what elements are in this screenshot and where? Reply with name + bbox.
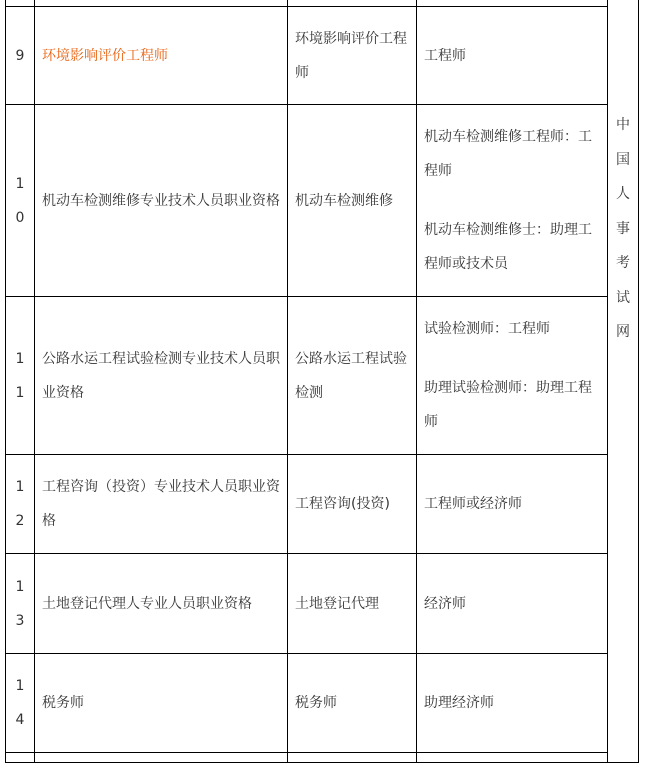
qualification-category: 工程咨询(投资): [288, 455, 417, 554]
qualification-category: 土地登记代理: [288, 554, 417, 654]
table-row: [6, 7, 639, 105]
side-label: [608, 0, 639, 763]
table-cell: [417, 753, 608, 763]
title-level: 工程师: [417, 7, 608, 105]
qualification-category: 公路水运工程试验检测: [288, 297, 417, 455]
qualification-category: 环境影响评价工程师: [288, 7, 417, 105]
qualification-table: [5, 0, 639, 763]
qualification-name: 机动车检测维修专业技术人员职业资格: [35, 105, 288, 297]
title-level: 助理经济师: [417, 654, 608, 753]
table-row: [6, 297, 639, 455]
table-row: [6, 654, 639, 753]
title-level: 经济师: [417, 554, 608, 654]
qualification-name: 工程咨询（投资）专业技术人员职业资格: [35, 455, 288, 554]
title-level: 机动车检测维修工程师：工程师 机动车检测维修士：助理工程师或技术员: [417, 105, 608, 297]
title-level: 工程师或经济师: [417, 455, 608, 554]
table-cell: [35, 753, 288, 763]
table-cell: [288, 753, 417, 763]
table-row: [6, 455, 639, 554]
table-row: [6, 554, 639, 654]
side-label-char: 网: [616, 324, 630, 340]
row-number: 1 1: [6, 297, 35, 455]
row-number: 1 4: [6, 654, 35, 753]
table-cell: [6, 753, 35, 763]
row-number: 1 2: [6, 455, 35, 554]
side-label-char: 事: [616, 220, 630, 237]
qualification-name: 公路水运工程试验检测专业技术人员职业资格: [35, 297, 288, 455]
row-number: 1 0: [6, 105, 35, 297]
side-label-char: 考: [616, 255, 630, 271]
qualification-name: 税务师: [35, 654, 288, 753]
qualification-name: 土地登记代理人专业人员职业资格: [35, 554, 288, 654]
table-row-partial: [6, 753, 639, 763]
side-label-char: 中: [616, 117, 630, 133]
qualification-category: 税务师: [288, 654, 417, 753]
side-label-char: 试: [616, 289, 630, 306]
qualification-name-link[interactable]: 环境影响评价工程师: [35, 7, 288, 105]
row-number: 9: [6, 7, 35, 105]
side-label-char: 国: [616, 151, 630, 168]
side-label-char: 人: [616, 186, 630, 202]
row-number: 1 3: [6, 554, 35, 654]
table-row: [6, 105, 639, 297]
title-level: 试验检测师：工程师 助理试验检测师：助理工程师: [417, 297, 608, 455]
qualification-category: 机动车检测维修: [288, 105, 417, 297]
